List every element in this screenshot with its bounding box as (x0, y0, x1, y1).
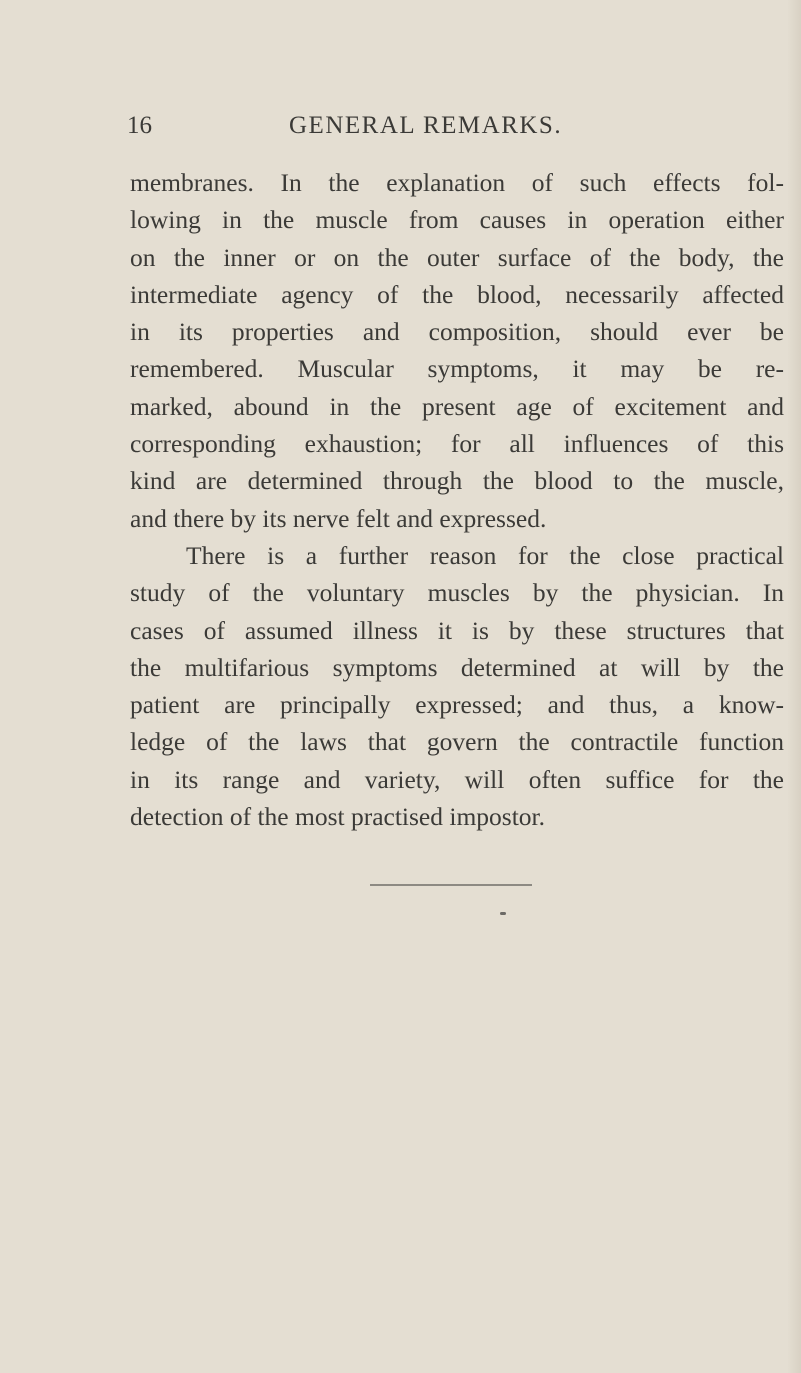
text-line: cases of assumed illness it is by these structures that (130, 615, 784, 645)
paragraph-1 (130, 164, 784, 537)
text-line: in its properties and composition, should ever be (130, 317, 784, 347)
text-line: study of the voluntary muscles by the physician. In (130, 578, 784, 608)
page-edge-shadow (787, 0, 801, 1373)
running-header (127, 112, 787, 148)
text-line: detection of the most practised impostor. (130, 802, 545, 832)
text-line: and there by its nerve felt and expressed. (130, 503, 547, 533)
text-line: intermediate agency of the blood, necessarily affected (130, 279, 784, 309)
paragraph-2 (130, 537, 784, 835)
section-divider-rule (370, 884, 532, 886)
text-line: marked, abound in the present age of excitement and (130, 391, 784, 421)
text-line: in its range and variety, will often suffice for the (130, 764, 784, 794)
body-text (130, 164, 784, 835)
text-line: membranes. In the explanation of such effects fol- (130, 168, 784, 197)
text-line: patient are principally expressed; and thus, a know- (130, 690, 784, 720)
page-number: 16 (127, 112, 152, 139)
text-line: the multifarious symptoms determined at will by the (130, 652, 784, 682)
text-line: lowing in the muscle from causes in operation either (130, 205, 784, 235)
text-line: ledge of the laws that govern the contractile function (130, 727, 784, 757)
text-line: remembered. Muscular symptoms, it may be re- (130, 354, 784, 384)
text-line: corresponding exhaustion; for all influences of this (130, 429, 784, 459)
ink-speck (500, 912, 506, 915)
text-line: on the inner or on the outer surface of the body, the (130, 242, 784, 272)
text-line: kind are determined through the blood to the muscle, (130, 466, 784, 496)
text-line: There is a further reason for the close practical (186, 540, 784, 570)
running-title: GENERAL REMARKS. (289, 112, 563, 139)
